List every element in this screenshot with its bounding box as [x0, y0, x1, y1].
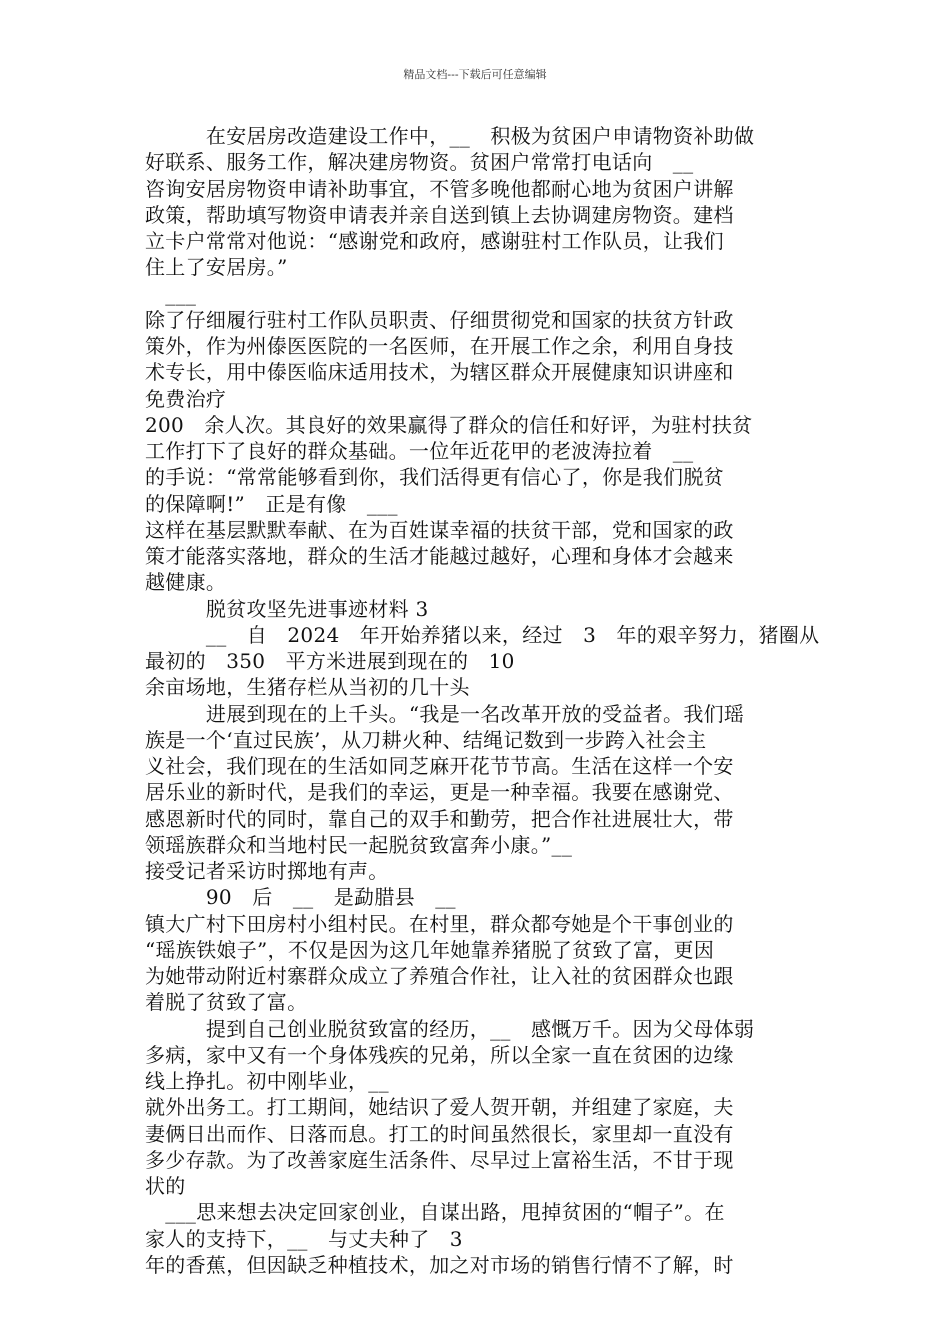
text-line: 为她带动附近村寨群众成立了养殖合作社，让入社的贫困群众也跟	[145, 964, 734, 988]
text-line: 多少存款。为了改善家庭生活条件、尽早过上富裕生活，不甘于现	[145, 1147, 734, 1172]
text-line: 余亩场地，生猪存栏从当初的几十头	[145, 675, 470, 700]
text-line: 的手说：“常常能够看到你，我们活得更有信心了，你是我们脱贫	[145, 465, 724, 490]
text-line: ___思来想去决定回家创业，自谋出路，甩掉贫困的“帽子”。在	[145, 1200, 725, 1225]
text-line: 的保障啊!” 正是有像 ___	[145, 491, 398, 516]
text-line: 妻俩日出而作、日落而息。打工的时间虽然很长，家里却一直没有	[145, 1121, 734, 1146]
text-line: 着脱了贫致了富。	[145, 990, 308, 1015]
text-line: 90 后 __ 是勐腊县 __	[145, 885, 456, 910]
text-line: 进展到现在的上千头。“我是一名改革开放的受益者。我们瑶	[145, 701, 745, 726]
text-line: 族是一个‘直过民族’，从刀耕火种、结绳记数到一步跨入社会主	[145, 727, 707, 752]
text-line: 领瑶族群众和当地村民一起脱贫致富奔小康。”__	[145, 832, 573, 857]
text-line: 提到自己创业脱贫致富的经历，__ 感慨万千。因为父母体弱	[145, 1016, 755, 1041]
text-line: 义社会，我们现在的生活如同芝麻开花节节高。生活在这样一个安	[145, 754, 734, 778]
text-line: 咨询安居房物资申请补助事宜，不管多晚他都耐心地为贫困户讲解	[145, 176, 734, 201]
text-line: 除了仔细履行驻村工作队员职责、仔细贯彻党和国家的扶贫方针政	[145, 307, 734, 332]
text-line: 越健康。	[145, 570, 227, 595]
text-line: 最初的 350 平方米进展到现在的 10	[145, 649, 515, 673]
text-line: 多病，家中又有一个身体残疾的兄弟，所以全家一直在贫困的边缘	[145, 1042, 734, 1067]
text-line: 家人的支持下，__ 与丈夫种了 3	[145, 1226, 463, 1251]
page-header: 精品文档---下载后可任意编辑	[403, 68, 547, 81]
text-line: 免费治疗	[145, 386, 227, 411]
text-line: 年的香蕉，但因缺乏种植技术，加之对市场的销售行情不了解，时	[145, 1252, 734, 1277]
text-line: __ 自 2024 年开始养猪以来，经过 3 年的艰辛努力，猪圈从	[145, 622, 820, 647]
text-line: 200 余人次。其良好的效果赢得了群众的信任和好评，为驻村扶贫	[145, 412, 753, 437]
text-line: 在安居房改造建设工作中，__ 积极为贫困户申请物资补助做	[145, 124, 755, 148]
text-line: 接受记者采访时掷地有声。	[145, 859, 389, 883]
text-line: “瑶族铁娘子”，不仅是因为这几年她靠养猪脱了贫致了富，更因	[145, 937, 715, 962]
text-line: 术专长，用中傣医临床适用技术，为辖区群众开展健康知识讲座和	[145, 360, 734, 385]
text-line: 脱贫攻坚先进事迹材料 3	[145, 596, 429, 621]
text-line: 住上了安居房。”	[145, 255, 288, 280]
text-line: 立卡户常常对他说：“感谢党和政府，感谢驻村工作队员，让我们	[145, 229, 724, 253]
text-line: ___	[145, 281, 197, 306]
text-line: 就外出务工。打工期间，她结识了爱人贺开朝，并组建了家庭，夫	[145, 1095, 734, 1120]
text-line: 策才能落实落地，群众的生活才能越过越好，心理和身体才会越来	[145, 544, 734, 568]
text-line: 策外，作为州傣医医院的一名医师，在开展工作之余，利用自身技	[145, 334, 734, 358]
text-line: 政策，帮助填写物资申请表并亲自送到镇上去协调建房物资。建档	[145, 202, 734, 227]
text-line: 状的	[145, 1174, 186, 1198]
text-line: 好联系、服务工作，解决建房物资。贫困户常常打电话向 __	[145, 150, 694, 175]
text-line: 镇大广村下田房村小组村民。在村里，群众都夸她是个干事创业的	[145, 911, 734, 936]
text-line: 这样在基层默默奉献、在为百姓谋幸福的扶贫干部，党和国家的政	[145, 517, 734, 542]
text-line: 感恩新时代的同时，靠自己的双手和勤劳，把合作社进展壮大，带	[145, 806, 734, 831]
text-line: 线上挣扎。初中刚毕业，__	[145, 1069, 389, 1093]
text-line: 工作打下了良好的群众基础。一位年近花甲的老波涛拉着 __	[145, 439, 694, 463]
text-line: 居乐业的新时代，是我们的幸运，更是一种幸福。我要在感谢党、	[145, 780, 734, 805]
